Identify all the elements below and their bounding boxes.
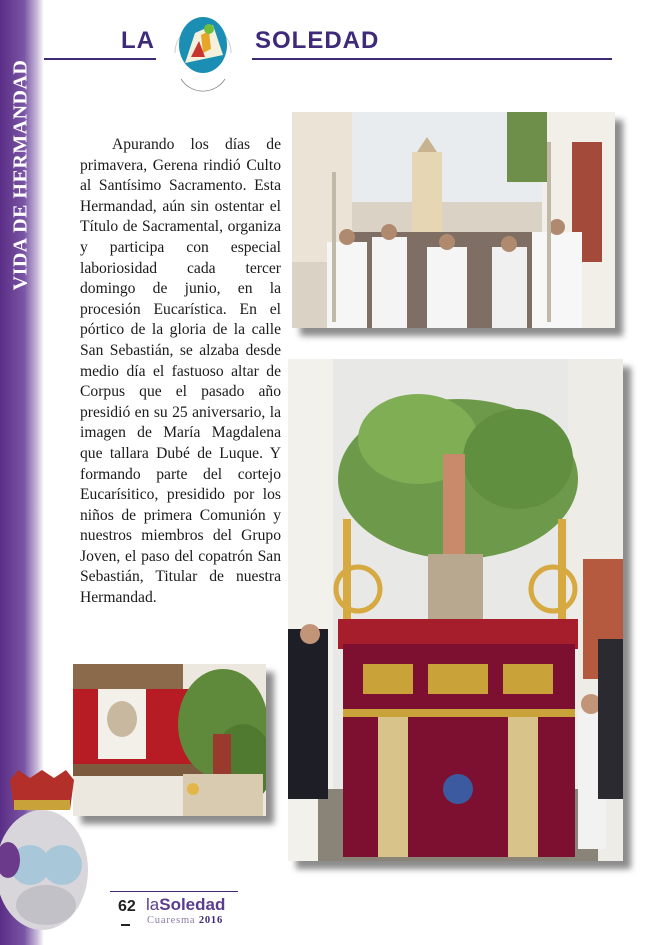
brotherhood-emblem-icon [0,770,95,945]
section-title-vertical [4,60,38,290]
footer-season: Cuaresma [147,915,196,926]
footer-brand [146,895,225,915]
header-rule-right [252,58,612,60]
header-la: LA [121,27,155,54]
article-text [80,135,281,609]
paso-photo [288,359,623,861]
footer-year: 2016 [198,915,224,926]
page-number-dash [121,924,130,926]
page-number: 62 [118,898,136,915]
header-soledad: SOLEDAD [255,27,380,54]
procession-photo [292,112,615,328]
footer-rule [110,891,238,892]
altar-photo [73,664,266,816]
footer-brand-name: Soledad [159,895,226,914]
jubilee-logo-icon [165,5,241,97]
header-rule-left [44,58,156,60]
section-title-text: VIDA DE HERMANDAD [9,59,32,291]
article-paragraph: Apurando los días de primavera, Gerena rindió Culto al Santísimo Sacramento. Esta Hermandad, aún sin ostentar el Título de Sacramental, organiza y participa con especial laboriosidad cada tercer domingo de junio, en la procesión Eucarística. En el pórtico de la gloria de la calle San Sebastián, se alzaba desde medio día el fastuoso altar de Corpus que el pasado año presidió en su 25 aniversario, la imagen de María Magdalena que tallara Dubé de Luque. Y formando parte del cortejo Eucarísitico, presidido por los niños de primera Comunión y nuestros miembros del Grupo Joven, el paso del copatrón San Sebastián, Titular de nuestra Hermandad. [80,136,281,607]
footer-brand-prefix: la [146,895,160,914]
footer-edition [147,915,223,926]
